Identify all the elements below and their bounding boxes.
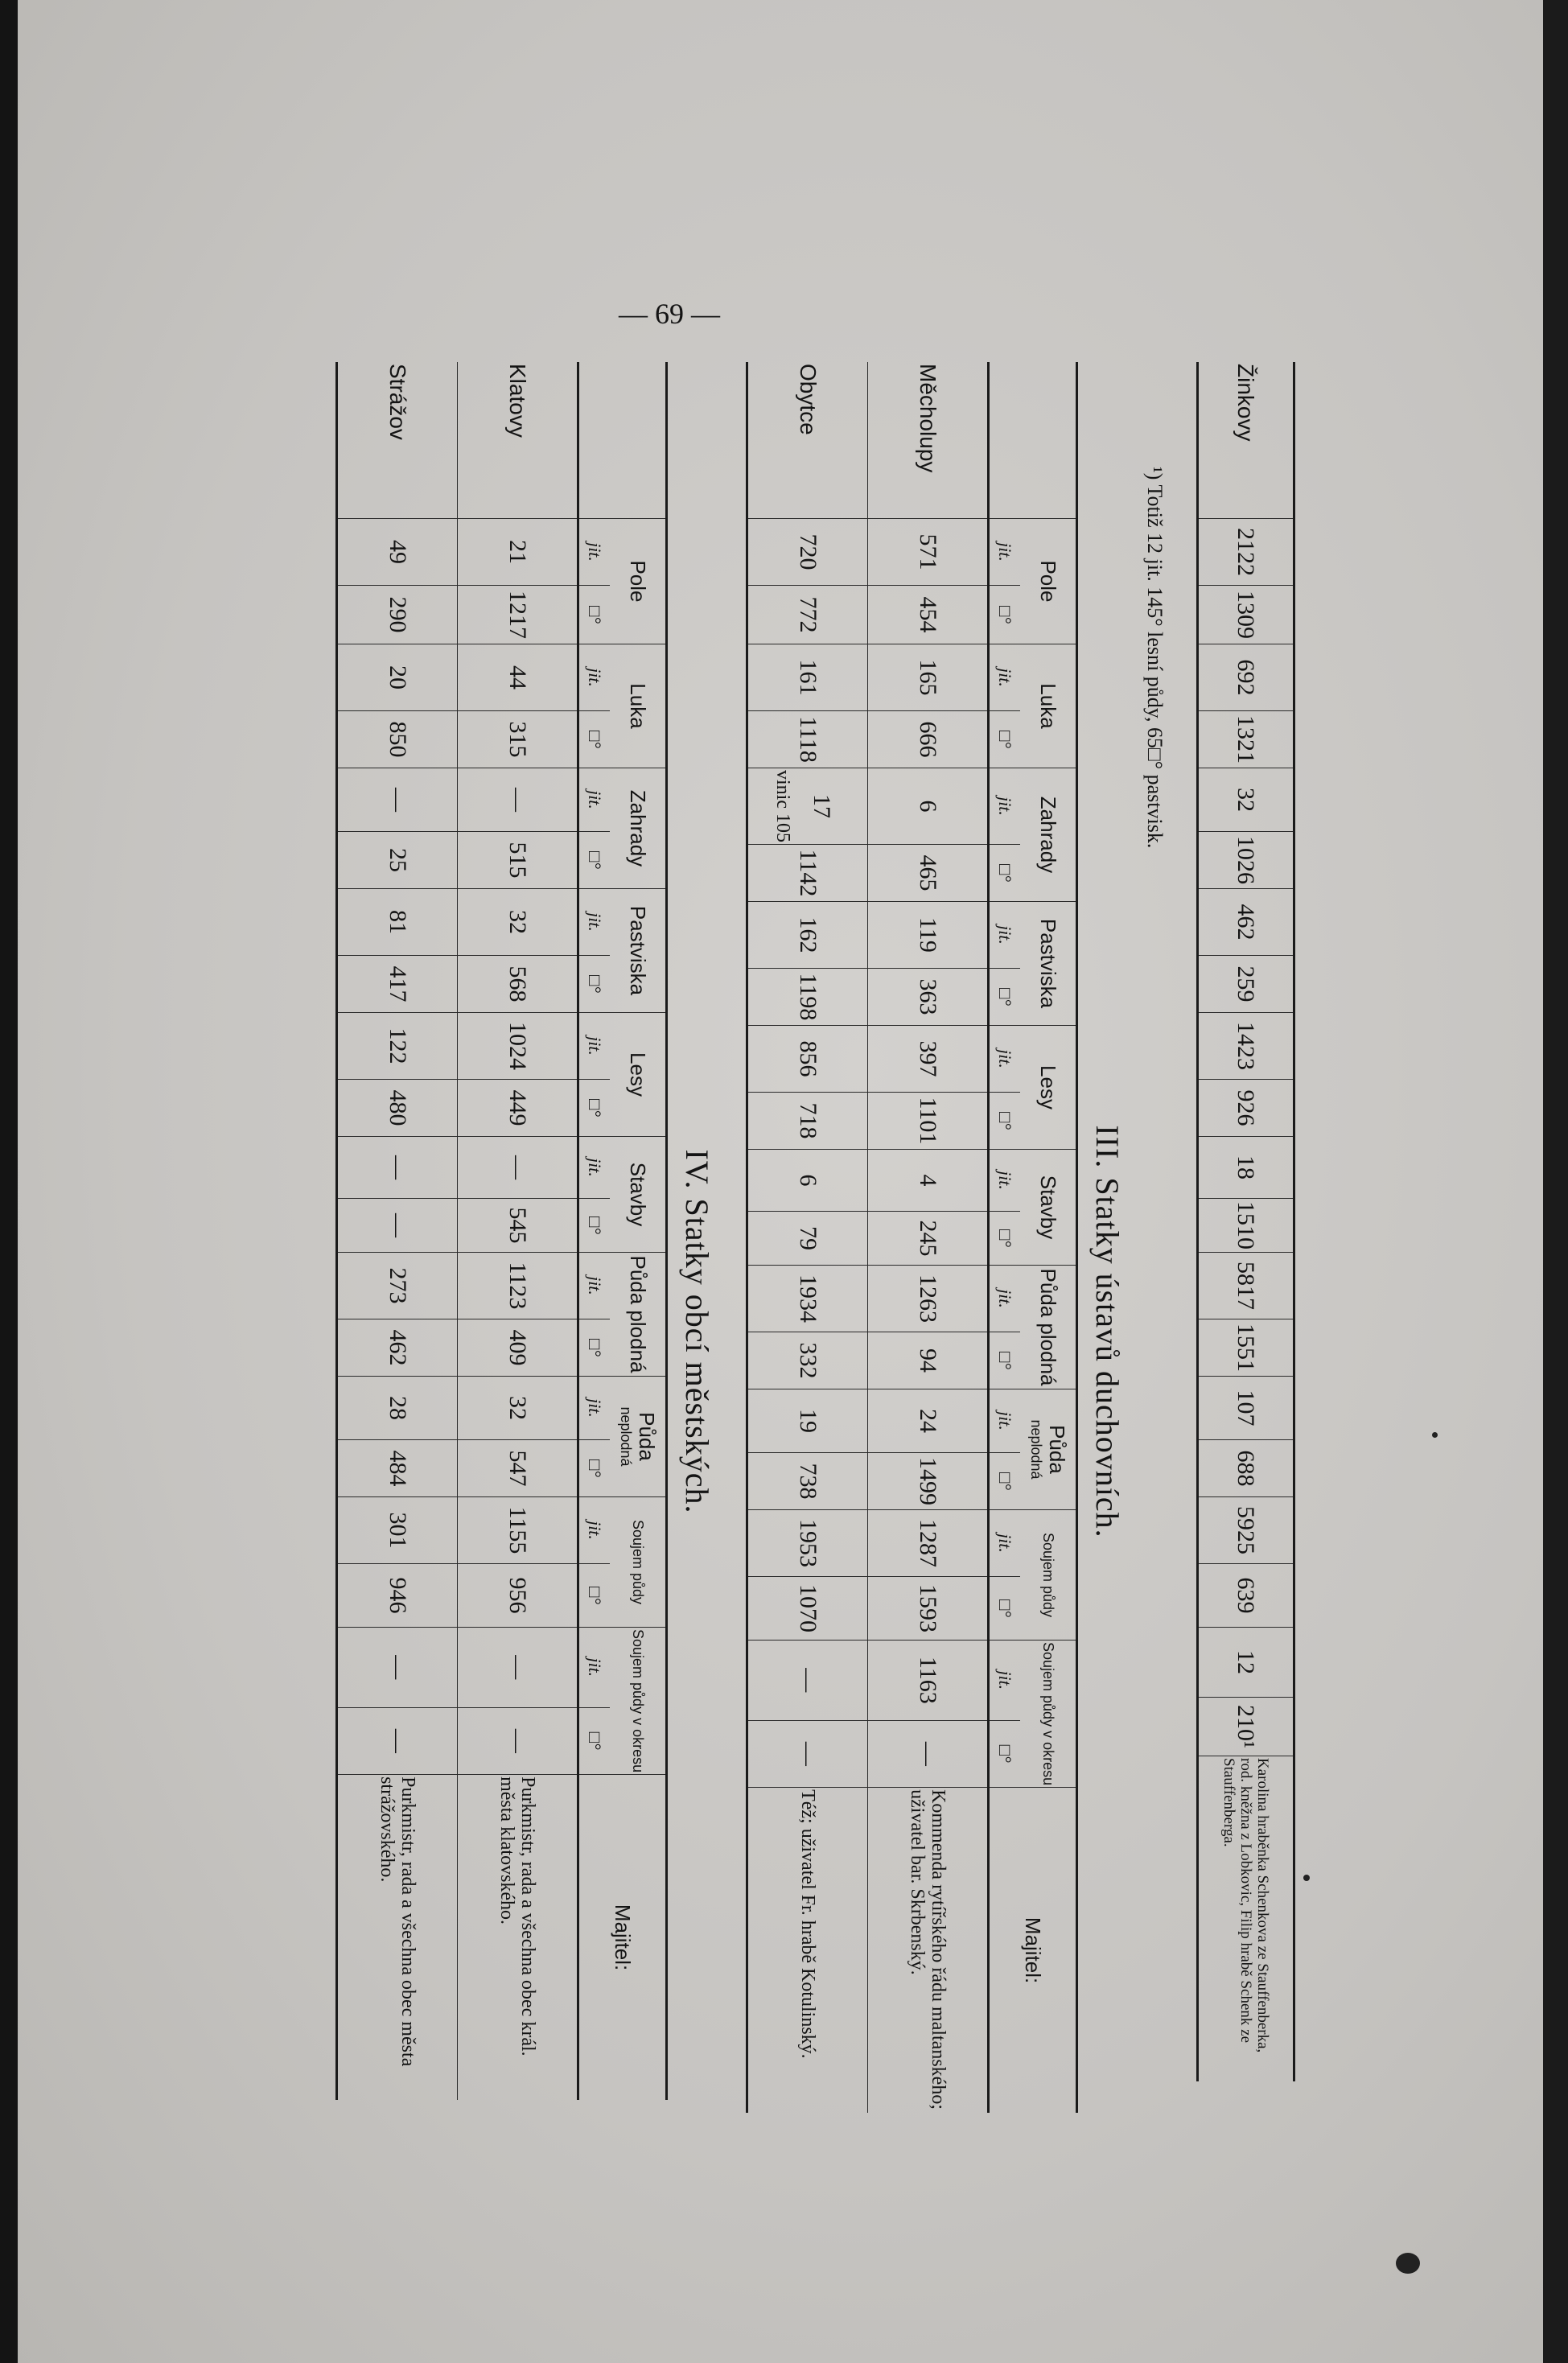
- table-cell: 720: [747, 519, 868, 586]
- table-cell: 449: [458, 1080, 578, 1137]
- table-cell: 1155: [458, 1497, 578, 1564]
- table-cell: —: [458, 1628, 578, 1708]
- column-header-pastviska: Pastviska: [611, 889, 667, 1013]
- table-cell: 571: [868, 519, 989, 586]
- table-cell: 210¹: [1198, 1698, 1294, 1756]
- table-row: [337, 362, 458, 2100]
- table-cell: 18: [1198, 1137, 1294, 1199]
- section-iii-title: III. Statky ústavů duchovních.: [1089, 1125, 1126, 1538]
- unit-sq: □°: [578, 1440, 611, 1497]
- column-header-soujem-pudy: Soujem půdy: [1021, 1510, 1077, 1641]
- table-cell: 162: [747, 902, 868, 969]
- table-cell: 17 vinic 105: [747, 768, 868, 845]
- table-cell: —: [337, 1707, 458, 1775]
- table-cell: 1510: [1198, 1199, 1294, 1253]
- table-cell: 484: [337, 1440, 458, 1497]
- table-cell: 363: [868, 969, 989, 1026]
- table-cell: 1163: [868, 1641, 989, 1721]
- column-header-soujem-okresu: Soujem půdy v okresu: [1021, 1641, 1077, 1788]
- table-cell: 1118: [747, 711, 868, 768]
- unit-jit: jit.: [578, 1377, 611, 1440]
- table-cell: 462: [1198, 889, 1294, 956]
- unit-sq: □°: [578, 832, 611, 889]
- unit-sq: □°: [578, 1707, 611, 1775]
- rotated-table-frame: [145, 362, 1311, 2301]
- table-cell: 107: [1198, 1377, 1294, 1440]
- table-cell: —: [747, 1641, 868, 1721]
- table-cell: 32: [458, 889, 578, 956]
- unit-jit: jit.: [578, 644, 611, 711]
- table-cell: 772: [747, 586, 868, 644]
- unit-jit: jit.: [989, 1150, 1021, 1212]
- unit-sq: □°: [578, 1564, 611, 1628]
- table-cell: 850: [337, 711, 458, 768]
- table-cell: 301: [337, 1497, 458, 1564]
- table-cell: 2122: [1198, 519, 1294, 586]
- column-header-soujem-okresu: Soujem půdy v okresu: [611, 1628, 667, 1775]
- unit-jit: jit.: [578, 1253, 611, 1319]
- owner-cell: Purkmistr, rada a všechna obec města strážovského.: [337, 1775, 458, 2101]
- table-cell: 19: [747, 1389, 868, 1453]
- table-cell: 259: [1198, 956, 1294, 1013]
- table-row: [868, 362, 989, 2113]
- table-cell: 1263: [868, 1266, 989, 1332]
- table-cell: 454: [868, 586, 989, 644]
- table-cell: 32: [458, 1377, 578, 1440]
- place-name: Žinkovy: [1233, 364, 1259, 442]
- column-header-lesy: Lesy: [611, 1013, 667, 1137]
- unit-jit: jit.: [578, 1137, 611, 1199]
- table-cell: 480: [337, 1080, 458, 1137]
- column-header-majitel: Majitel:: [989, 1788, 1077, 2114]
- table-row: [1198, 362, 1294, 2081]
- table-cell: 1309: [1198, 586, 1294, 644]
- table-cell: 25: [337, 832, 458, 889]
- scan-edge-left: [0, 0, 18, 2363]
- table-cell: 28: [337, 1377, 458, 1440]
- unit-sq: □°: [989, 1093, 1021, 1150]
- column-header-luka: Luka: [1021, 644, 1077, 768]
- table-cell: —: [458, 1137, 578, 1199]
- table-cell: 1070: [747, 1577, 868, 1641]
- table-cell: 738: [747, 1453, 868, 1510]
- table-cell: —: [458, 1707, 578, 1775]
- table-cell: 24: [868, 1389, 989, 1453]
- table-cell: —: [337, 1137, 458, 1199]
- table-cell: 81: [337, 889, 458, 956]
- scan-edge-right: [1543, 0, 1568, 2363]
- table-cell: 1321: [1198, 711, 1294, 768]
- owner-cell: Kommenda rytířského řádu maltanského; uživatel bar. Skrbenský.: [868, 1788, 989, 2114]
- unit-jit: jit.: [989, 1641, 1021, 1721]
- table-cell: —: [337, 768, 458, 832]
- table-cell: 1499: [868, 1453, 989, 1510]
- rotated-table-canvas: [145, 362, 1311, 2301]
- unit-jit: jit.: [989, 1026, 1021, 1093]
- header-row: [611, 362, 667, 2100]
- column-header-luka: Luka: [611, 644, 667, 768]
- table-cell: 1423: [1198, 1013, 1294, 1080]
- place-name: Obytce: [796, 364, 821, 435]
- table-cell: 290: [337, 586, 458, 644]
- unit-jit: jit.: [989, 644, 1021, 711]
- table-cell: 1953: [747, 1510, 868, 1577]
- table-cell: 639: [1198, 1564, 1294, 1628]
- table-cell: —: [747, 1720, 868, 1788]
- vinic-note: vinic 105: [772, 770, 793, 842]
- table-cell: 6: [747, 1150, 868, 1212]
- table-cell: 718: [747, 1093, 868, 1150]
- table-cell: 409: [458, 1319, 578, 1377]
- table-cell: 12: [1198, 1628, 1294, 1698]
- footnote: ¹) Totiž 12 jit. 145° lesní půdy, 65□° pastvisk.: [1143, 467, 1167, 849]
- table-cell: 21: [458, 519, 578, 586]
- unit-sq: □°: [989, 1453, 1021, 1510]
- unit-sq: □°: [578, 1319, 611, 1377]
- page-number: — 69 —: [619, 298, 720, 330]
- table-cell: 397: [868, 1026, 989, 1093]
- column-header-pole: Pole: [1021, 519, 1077, 644]
- table-cell: 1287: [868, 1510, 989, 1577]
- section-iv-title: IV. Statky obcí městských.: [679, 1149, 715, 1514]
- column-header-majitel: Majitel:: [578, 1775, 667, 2101]
- unit-sq: □°: [989, 1212, 1021, 1266]
- table-cell: 1198: [747, 969, 868, 1026]
- table-cell: 32: [1198, 768, 1294, 832]
- table-cell: 568: [458, 956, 578, 1013]
- unit-sq: □°: [989, 1332, 1021, 1389]
- unit-jit: jit.: [989, 1389, 1021, 1453]
- unit-jit: jit.: [578, 519, 611, 586]
- table-cell: 4: [868, 1150, 989, 1212]
- table-cell: 1593: [868, 1577, 989, 1641]
- column-header-zahrady: Zahrady: [611, 768, 667, 889]
- table-cell: 161: [747, 644, 868, 711]
- table-cell: 315: [458, 711, 578, 768]
- ink-speck: [1396, 2253, 1420, 2274]
- table-cell: —: [868, 1720, 989, 1788]
- unit-jit: jit.: [578, 889, 611, 956]
- unit-jit: jit.: [578, 1013, 611, 1080]
- table-cell: 1101: [868, 1093, 989, 1150]
- column-header-puda-a: Půda: [634, 1412, 659, 1461]
- column-header-stavby: Stavby: [611, 1137, 667, 1253]
- table-cell: 79: [747, 1212, 868, 1266]
- column-header-stavby: Stavby: [1021, 1150, 1077, 1266]
- table-cell: 547: [458, 1440, 578, 1497]
- column-header-puda-neplodna: [611, 1377, 667, 1497]
- unit-jit: jit.: [989, 768, 1021, 845]
- table-cell: 245: [868, 1212, 989, 1266]
- table-cell: 515: [458, 832, 578, 889]
- table-cell: —: [337, 1628, 458, 1708]
- unit-jit: jit.: [989, 902, 1021, 969]
- unit-sq: □°: [578, 956, 611, 1013]
- table-cell: 1551: [1198, 1319, 1294, 1377]
- unit-sq: □°: [989, 711, 1021, 768]
- unit-sq: □°: [989, 586, 1021, 644]
- table-cell: 49: [337, 519, 458, 586]
- place-header: [578, 362, 667, 519]
- place-name: Strážov: [385, 364, 410, 440]
- column-header-zahrady: Zahrady: [1021, 768, 1077, 902]
- table-cell: 926: [1198, 1080, 1294, 1137]
- unit-jit: jit.: [989, 519, 1021, 586]
- place-name: Měcholupy: [916, 364, 940, 473]
- table-cell: 1934: [747, 1266, 868, 1332]
- unit-jit: jit.: [578, 768, 611, 832]
- table-cell: —: [337, 1199, 458, 1253]
- table-cell: 856: [747, 1026, 868, 1093]
- table-cell: 5817: [1198, 1253, 1294, 1319]
- unit-jit: jit.: [989, 1266, 1021, 1332]
- unit-sq: □°: [989, 969, 1021, 1026]
- table-cell: 273: [337, 1253, 458, 1319]
- unit-jit: jit.: [578, 1497, 611, 1564]
- table-cell: 122: [337, 1013, 458, 1080]
- unit-jit: jit.: [989, 1510, 1021, 1577]
- top-continuation-table: [1196, 362, 1295, 2081]
- unit-sq: □°: [989, 845, 1021, 902]
- ink-speck: [1432, 1432, 1438, 1438]
- table-cell: 6: [868, 768, 989, 845]
- table-cell: 1024: [458, 1013, 578, 1080]
- table-cell: 20: [337, 644, 458, 711]
- section-iv-table: [335, 362, 668, 2100]
- table-cell: 5925: [1198, 1497, 1294, 1564]
- owner-cell: Purkmistr, rada a všechna obec král. města klatovského.: [458, 1775, 578, 2101]
- table-cell: 119: [868, 902, 989, 969]
- table-cell: 465: [868, 845, 989, 902]
- unit-sq: □°: [578, 1080, 611, 1137]
- unit-jit: jit.: [578, 1628, 611, 1708]
- column-header-puda-b: neplodná: [617, 1406, 634, 1467]
- table-cell: 1026: [1198, 832, 1294, 889]
- column-header-pastviska: Pastviska: [1021, 902, 1077, 1026]
- table-cell: 165: [868, 644, 989, 711]
- table-cell: 688: [1198, 1440, 1294, 1497]
- table-row: [747, 362, 868, 2113]
- table-cell: 94: [868, 1332, 989, 1389]
- table-cell: —: [458, 768, 578, 832]
- header-row: [1021, 362, 1077, 2113]
- unit-sq: □°: [578, 586, 611, 644]
- table-cell: 956: [458, 1564, 578, 1628]
- column-header-puda-b: neplodná: [1027, 1419, 1044, 1480]
- section-iii-table: [746, 362, 1078, 2113]
- table-cell: 417: [337, 956, 458, 1013]
- table-cell: 692: [1198, 644, 1294, 711]
- table-cell: 1123: [458, 1253, 578, 1319]
- table-row: [458, 362, 578, 2100]
- owner-cell: Též; uživatel Fr. hrabě Kotulinský.: [747, 1788, 868, 2114]
- column-header-pole: Pole: [611, 519, 667, 644]
- column-header-puda-plodna: Půda plodná: [1021, 1266, 1077, 1389]
- place-header: [989, 362, 1077, 519]
- table-cell: 462: [337, 1319, 458, 1377]
- column-header-puda-plodna: Půda plodná: [611, 1253, 667, 1377]
- table-cell: 666: [868, 711, 989, 768]
- unit-sq: □°: [578, 711, 611, 768]
- column-header-soujem-pudy: Soujem půdy: [611, 1497, 667, 1628]
- unit-sq: □°: [989, 1720, 1021, 1788]
- table-cell: 1142: [747, 845, 868, 902]
- owner-cell: Karolina hraběnka Schenkova ze Stauffenberka, rod. kněžna z Lobkovic, Filip hrabě Schenk ze Stauffenberga.: [1198, 1756, 1294, 2082]
- unit-sq: □°: [989, 1577, 1021, 1641]
- column-header-lesy: Lesy: [1021, 1026, 1077, 1150]
- column-header-puda-neplodna: [1021, 1389, 1077, 1510]
- table-cell: 332: [747, 1332, 868, 1389]
- table-cell: 44: [458, 644, 578, 711]
- table-cell: 545: [458, 1199, 578, 1253]
- table-cell: 1217: [458, 586, 578, 644]
- table-cell: 946: [337, 1564, 458, 1628]
- place-name: Klatovy: [505, 364, 530, 438]
- column-header-puda-a: Půda: [1044, 1425, 1069, 1474]
- unit-sq: □°: [578, 1199, 611, 1253]
